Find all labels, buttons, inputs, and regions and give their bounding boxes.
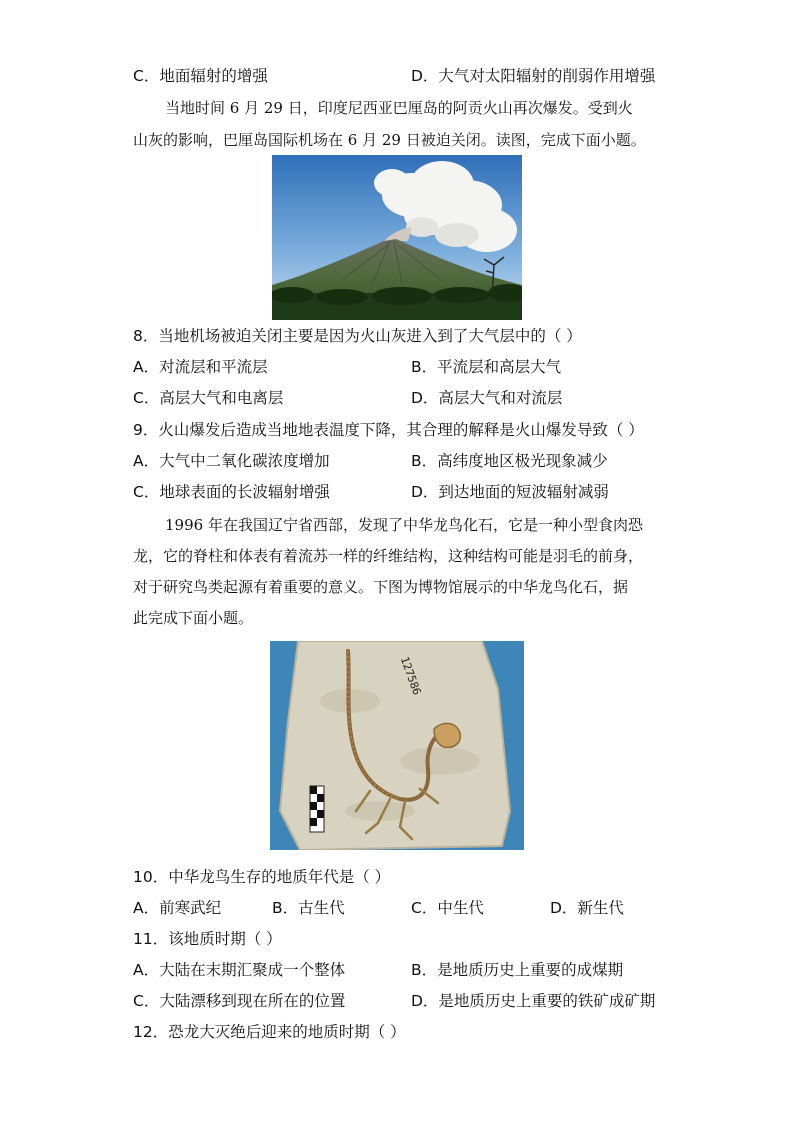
q12-stem: 12．恐龙大灭绝后迎来的地质时期（ ）: [133, 1023, 406, 1041]
q8-option-a: A．对流层和平流层: [133, 358, 268, 376]
passage2-line1: 1996 年在我国辽宁省西部，发现了中华龙鸟化石，它是一种小型食肉恐: [165, 516, 643, 534]
passage2-line2: 龙，它的脊柱和体表有着流苏一样的纤维结构，这种结构可能是羽毛的前身，: [133, 547, 644, 565]
q7-option-d: D．大气对太阳辐射的削弱作用增强: [411, 67, 656, 85]
q10-option-d: D．新生代: [550, 899, 624, 917]
q11-option-c: C．大陆漂移到现在所在的位置: [133, 992, 346, 1010]
q8-option-c: C．高层大气和电离层: [133, 389, 284, 407]
q9-option-b: B．高纬度地区极光现象减少: [411, 452, 608, 470]
passage1-line2: 山灰的影响，巴厘岛国际机场在 6 月 29 日被迫关闭。读图，完成下面小题。: [133, 131, 646, 149]
q7-option-c: C．地面辐射的增强: [133, 67, 268, 85]
volcano-photo: [272, 155, 522, 320]
q9-option-d: D．到达地面的短波辐射减弱: [411, 483, 609, 501]
q11-option-a: A．大陆在末期汇聚成一个整体: [133, 961, 346, 979]
q11-stem: 11．该地质时期（ ）: [133, 930, 282, 948]
fossil-photo: [270, 641, 524, 850]
q9-option-c: C．地球表面的长波辐射增强: [133, 483, 330, 501]
fossil-specimen-label: 127586: [397, 655, 424, 697]
q8-stem: 8．当地机场被迫关闭主要是因为火山灰进入到了大气层中的（ ）: [133, 327, 582, 345]
q9-option-a: A．大气中二氧化碳浓度增加: [133, 452, 330, 470]
passage2-line4: 此完成下面小题。: [133, 609, 254, 627]
q10-option-c: C．中生代: [411, 899, 484, 917]
q8-option-b: B．平流层和高层大气: [411, 358, 562, 376]
q8-option-d: D．高层大气和对流层: [411, 389, 563, 407]
q10-stem: 10．中华龙鸟生存的地质年代是（ ）: [133, 868, 391, 886]
q10-option-b: B．古生代: [272, 899, 345, 917]
volcano-illustration: [272, 155, 522, 320]
passage1-line1: 当地时间 6 月 29 日，印度尼西亚巴厘岛的阿贡火山再次爆发。受到火: [165, 99, 633, 117]
q9-stem: 9．火山爆发后造成当地地表温度下降，其合理的解释是火山爆发导致（ ）: [133, 421, 644, 439]
q11-option-d: D．是地质历史上重要的铁矿成矿期: [411, 992, 656, 1010]
fossil-illustration: [270, 641, 524, 850]
q11-option-b: B．是地质历史上重要的成煤期: [411, 961, 624, 979]
passage2-line3: 对于研究鸟类起源有着重要的意义。下图为博物馆展示的中华龙鸟化石，据: [133, 578, 629, 596]
q10-option-a: A．前寒武纪: [133, 899, 222, 917]
